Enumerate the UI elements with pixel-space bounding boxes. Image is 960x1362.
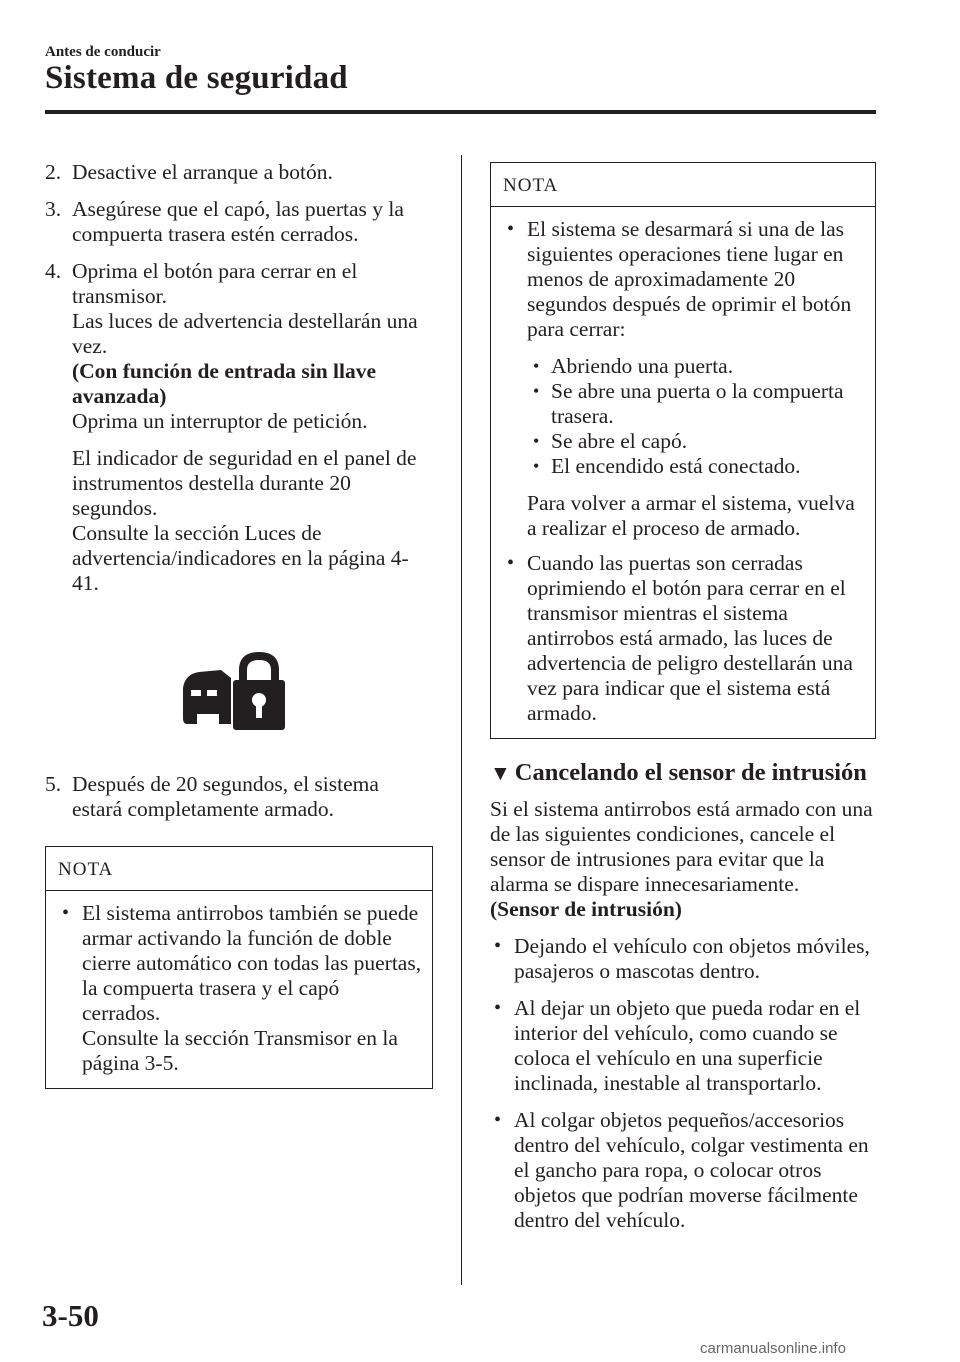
section-intro: Si el sistema antirrobos está armado con una de las siguientes condiciones, cancele el sensor de intrusiones para evitar que la alarma se dispare innecesariamente. <box>490 797 873 896</box>
car-lock-icon <box>181 648 287 732</box>
bullet-icon: • <box>494 1109 502 1131</box>
list-item: • El encendido está conectado. <box>533 454 801 478</box>
step-text: Oprima un interruptor de petición. <box>72 409 368 433</box>
note-sublist <box>527 354 865 479</box>
note-heading: NOTA <box>46 847 432 891</box>
list-item: • Dejando el vehículo con objetos móviles, pasajeros o mascotas dentro. <box>494 934 870 983</box>
bullet-icon: • <box>507 552 515 574</box>
section-body <box>490 797 876 1233</box>
step-text: Después de 20 segundos, el sistema estará completamente armado. <box>72 772 379 821</box>
note-box <box>490 162 876 739</box>
list-item: • Al colgar objetos pequeños/accesorios dentro del vehículo, colgar vestimenta en el gancho para ropa, o colocar otros objetos que podrían moverse fácilmente dentro del vehículo. <box>494 1108 869 1232</box>
bullet-icon: • <box>533 456 540 476</box>
column-divider <box>461 155 462 1285</box>
list-item: • Se abre una puerta o la compuerta trasera. <box>533 379 844 428</box>
step-number: 4. <box>45 259 62 283</box>
step-number: 2. <box>45 160 62 184</box>
step-text: Oprima el botón para cerrar en el transmisor. <box>72 259 358 308</box>
step-number: 3. <box>45 197 62 221</box>
left-column <box>45 160 433 1089</box>
header-section-label: Antes de conducir <box>45 44 161 60</box>
section-bold-label: (Sensor de intrusión) <box>490 897 682 921</box>
step-text: Asegúrese que el capó, las puertas y la compuerta trasera estén cerrados. <box>72 197 404 246</box>
note-bullet: • El sistema antirrobos también se puede armar activando la función de doble cierre automático con todas las puertas, la compuerta trasera y el capó cerrados. Consulte la sección Transmisor en la página 3-5. <box>62 901 422 1075</box>
step-number: 5. <box>45 772 62 796</box>
triangle-marker-icon: ▼ <box>490 761 511 785</box>
bullet-icon: • <box>494 935 502 957</box>
step-reference: Consulte la sección Luces de advertencia/indicadores en la página 4-41. <box>72 521 409 595</box>
section-title: Cancelando el sensor de intrusión <box>514 759 867 786</box>
list-item: • Abriendo una puerta. <box>533 354 734 378</box>
step-text: Las luces de advertencia destellarán una vez. <box>72 309 418 358</box>
section-bullet-list <box>490 934 876 1233</box>
step-subtext: El indicador de seguridad en el panel de instrumentos destella durante 20 segundos. <box>72 446 417 520</box>
note-reference: Consulte la sección Transmisor en la página 3-5. <box>82 1026 398 1075</box>
section-heading <box>490 759 876 787</box>
bullet-icon: • <box>533 356 540 376</box>
bullet-icon: • <box>507 218 515 240</box>
list-item: • Al dejar un objeto que pueda rodar en el interior del vehículo, como cuando se coloca el vehículo en una superficie inclinada, inestable al transportarlo. <box>494 996 861 1095</box>
page-number: 3-50 <box>42 1298 99 1333</box>
right-column <box>490 162 876 1245</box>
step-4 <box>45 259 433 596</box>
bullet-icon: • <box>533 381 540 401</box>
note-heading: NOTA <box>491 163 875 207</box>
page-title: Sistema de seguridad <box>45 60 348 96</box>
list-item: • Se abre el capó. <box>533 429 688 453</box>
step-3 <box>45 197 433 247</box>
note-bullet: • Cuando las puertas son cerradas oprimiendo el botón para cerrar en el transmisor mientras el sistema antirrobos está armado, las luces de advertencia de peligro destellarán una vez para indicar que el sistema está armado. <box>507 551 853 725</box>
watermark: carmanualsonline.info <box>700 1340 846 1357</box>
step-5 <box>45 772 433 822</box>
note-paragraph: Para volver a armar el sistema, vuelva a realizar el proceso de armado. <box>527 491 855 540</box>
bullet-icon: • <box>533 431 540 451</box>
step-2 <box>45 160 433 185</box>
note-box <box>45 846 433 1089</box>
step-bold-condition: (Con función de entrada sin llave avanzada) <box>72 359 377 408</box>
header-rule <box>45 110 876 114</box>
step-text: Desactive el arranque a botón. <box>72 160 333 184</box>
bullet-icon: • <box>62 902 70 924</box>
note-bullet: • El sistema se desarmará si una de las siguientes operaciones tiene lugar en menos de aproximadamente 20 segundos después de oprimir el botón para cerrar: • Abriendo una puerta. • Se abre una puerta o la compuerta trasera. • Se abre el capó. • El encendido está conectado. Para volver a armar el sistema, vuelva a realizar el proceso de armado. <box>503 217 865 541</box>
bullet-icon: • <box>494 997 502 1019</box>
